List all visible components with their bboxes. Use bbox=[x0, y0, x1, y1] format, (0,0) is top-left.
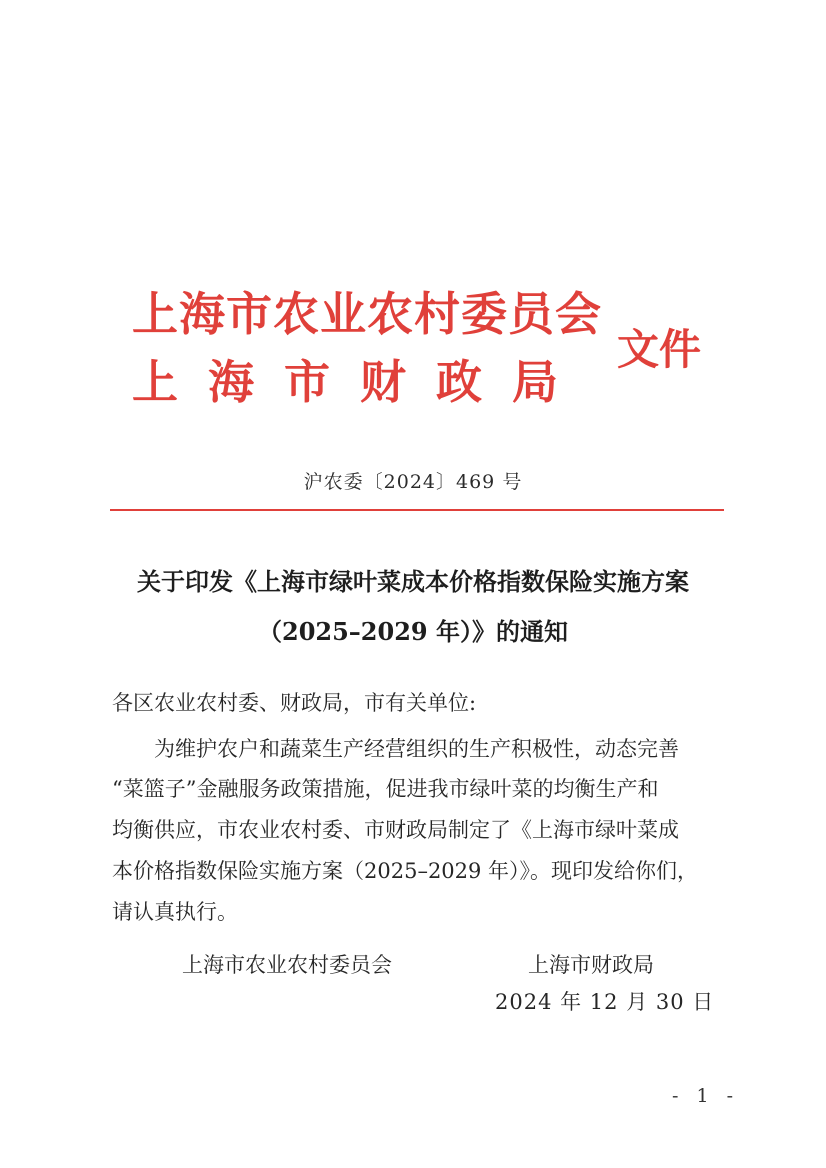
signature-issuer-agriculture: 上海市农业农村委员会 bbox=[182, 953, 392, 977]
issuer-name-agriculture: 上海市农业农村委员会 bbox=[132, 287, 602, 341]
salutation: 各区农业农村委、财政局，市有关单位: bbox=[112, 691, 477, 715]
document-title-line-1: 关于印发《上海市绿叶菜成本价格指数保险实施方案 bbox=[137, 567, 689, 596]
document-number: 沪农委〔2024〕469 号 bbox=[303, 471, 523, 493]
signature-issuer-finance: 上海市财政局 bbox=[528, 953, 654, 977]
document-title-line-2: （2025–2029 年）》的通知 bbox=[258, 617, 568, 646]
body-line-5: 请认真执行。 bbox=[112, 900, 238, 924]
body-line-4: 本价格指数保险实施方案（2025–2029 年）》。现印发给你们， bbox=[112, 859, 699, 883]
document-type-label: 文件 bbox=[617, 325, 702, 374]
issuer-name-finance: 上海市财政局 bbox=[132, 355, 588, 409]
body-line-1: 为维护农户和蔬菜生产经营组织的生产积极性，动态完善 bbox=[154, 737, 679, 761]
body-line-3: 均衡供应，市农业农村委、市财政局制定了《上海市绿叶菜成 bbox=[112, 818, 679, 842]
header-divider bbox=[110, 509, 724, 511]
signature-date: 2024 年 12 月 30 日 bbox=[495, 990, 715, 1014]
body-line-2: “菜篮子”金融服务政策措施，促进我市绿叶菜的均衡生产和 bbox=[112, 777, 659, 801]
page-number: - 1 - bbox=[672, 1085, 740, 1107]
